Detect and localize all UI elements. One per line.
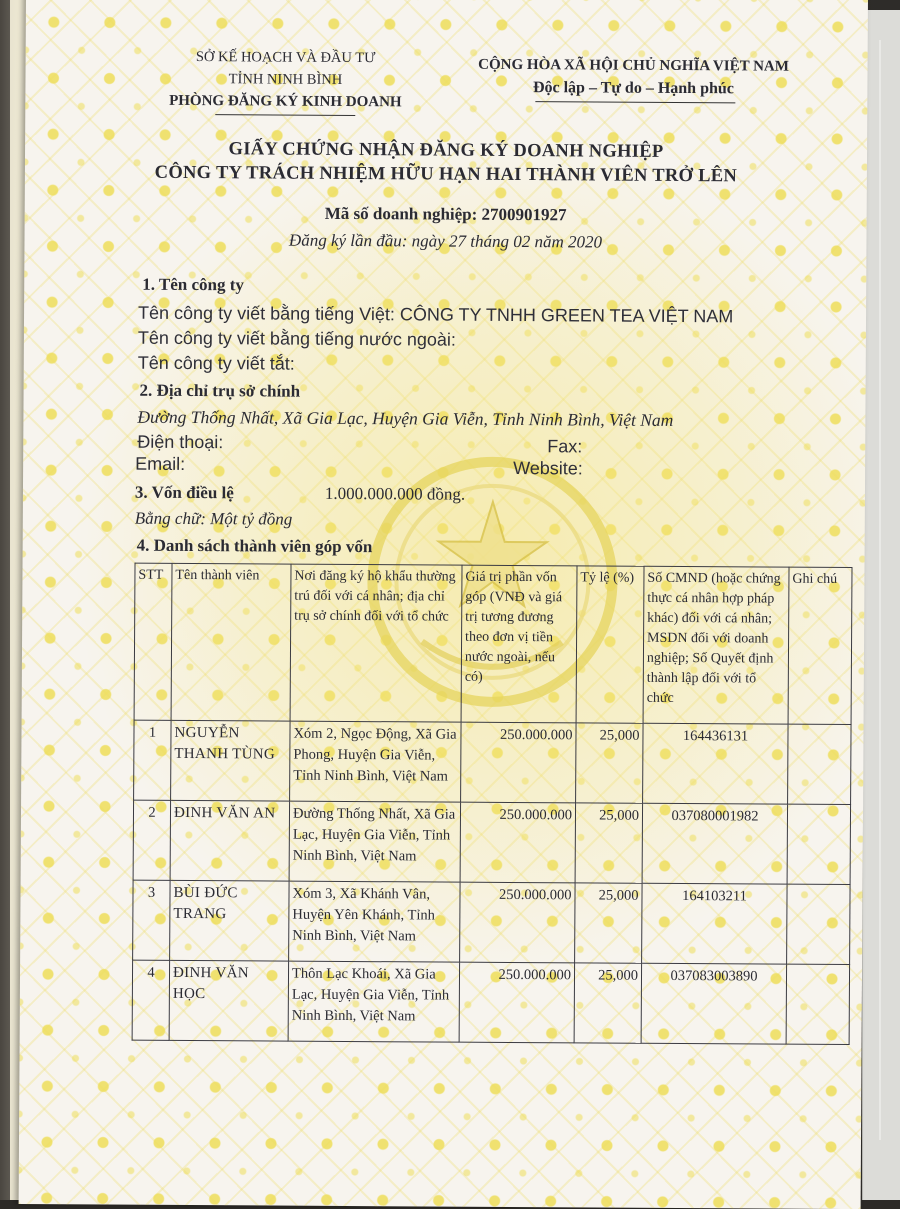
charter-capital-amount: 1.000.000.000 đồng. (324, 483, 466, 504)
col-header-note: Ghi chú (788, 567, 852, 724)
row-stt: 2 (133, 800, 170, 880)
section3-heading: 3. Vốn điều lệ (134, 482, 234, 503)
row-note (788, 724, 851, 804)
row-capital: 250.000.000 (460, 882, 575, 963)
company-name-foreign: Tên công ty viết bằng tiếng nước ngoài: (137, 327, 457, 350)
row-note (787, 804, 850, 884)
table-row (133, 880, 850, 964)
col-header-id: Số CMND (hoặc chứng thực cá nhân hợp pháp khác) đối với cá nhân; MSDN đối với doanh nghiệp; Số Quyết định thành lập đối với tổ chức (643, 566, 789, 724)
col-header-capital: Giá trị phần vốn góp (VNĐ và giá trị tương đương theo đơn vị tiền nước ngoài, nếu có) (461, 565, 577, 723)
phone-label: Điện thoại: (137, 431, 224, 453)
row-member-name: NGUYỄN THANH TÙNG (171, 720, 290, 801)
fax-label: Fax: (547, 436, 583, 457)
table-header-row (134, 563, 852, 724)
agency-line-2: TỈNH NINH BÌNH (228, 71, 343, 88)
table-row (133, 800, 850, 884)
agency-line-3: PHÒNG ĐĂNG KÝ KINH DOANH (169, 92, 402, 111)
section4-heading: 4. Danh sách thành viên góp vốn (136, 535, 373, 557)
row-ratio: 25,000 (575, 883, 642, 963)
row-stt: 4 (132, 960, 169, 1040)
agency-underline (215, 114, 355, 116)
row-stt: 1 (134, 720, 171, 800)
head-office-address: Đường Thống Nhất, Xã Gia Lạc, Huyện Gia Viễn, Tỉnh Ninh Bình, Việt Nam (137, 406, 674, 430)
col-header-stt: STT (134, 563, 172, 720)
row-id-number: 037083003890 (641, 963, 786, 1044)
row-capital: 250.000.000 (460, 802, 575, 883)
row-id-number: 164103211 (642, 883, 787, 964)
charter-capital-in-words: Bằng chữ: Một tỷ đồng (134, 508, 293, 529)
certificate-title: GIẤY CHỨNG NHẬN ĐĂNG KÝ DOANH NGHIỆP (228, 139, 664, 162)
row-member-name: ĐINH VĂN AN (170, 800, 289, 881)
row-id-number: 164436131 (643, 723, 788, 804)
country-name: CỘNG HÒA XÃ HỘI CHỦ NGHĨA VIỆT NAM (478, 56, 789, 75)
section1-heading: 1. Tên công ty (142, 274, 244, 295)
row-ratio: 25,000 (576, 723, 643, 803)
motto-underline (535, 101, 735, 103)
certificate-page (19, 0, 868, 1209)
section2-heading: 2. Địa chỉ trụ sở chính (139, 380, 301, 401)
row-address: Xóm 3, Xã Khánh Vân, Huyện Yên Khánh, Tỉnh Ninh Bình, Việt Nam (289, 881, 460, 962)
email-label: Email: (135, 453, 186, 474)
agency-line-1: SỞ KẾ HOẠCH VÀ ĐẦU TƯ (195, 49, 376, 67)
website-label: Website: (513, 457, 583, 479)
row-id-number: 037080001982 (642, 803, 787, 884)
company-type: CÔNG TY TRÁCH NHIỆM HỮU HẠN HAI THÀNH VIÊN TRỞ LÊN (154, 162, 738, 187)
row-member-name: BÙI ĐỨC TRANG (170, 880, 289, 961)
company-name-vn: Tên công ty viết bằng tiếng Việt: CÔNG TY TNHH GREEN TEA VIỆT NAM (137, 302, 734, 327)
first-registration-date: Đăng ký lần đầu: ngày 27 tháng 02 năm 2020 (288, 230, 603, 252)
col-header-ratio: Tỷ lệ (%) (576, 566, 644, 723)
row-address: Xóm 2, Ngọc Động, Xã Gia Phong, Huyện Gia Viễn, Tỉnh Ninh Bình, Việt Nam (290, 721, 461, 802)
col-header-address: Nơi đăng ký hộ khẩu thường trú đối với cá nhân; địa chỉ trụ sở chính đối với tổ chức (290, 564, 462, 722)
row-address: Thôn Lạc Khoái, Xã Gia Lạc, Huyện Gia Viễn, Tỉnh Ninh Bình, Việt Nam (288, 961, 459, 1042)
row-capital: 250.000.000 (461, 722, 576, 803)
row-note (787, 884, 850, 964)
members-table (132, 563, 853, 1045)
country-motto: Độc lập – Tự do – Hạnh phúc (532, 79, 734, 98)
company-name-short: Tên công ty viết tắt: (137, 352, 295, 374)
row-note (786, 964, 849, 1044)
row-member-name: ĐINH VĂN HỌC (169, 960, 288, 1041)
enterprise-code: Mã số doanh nghiệp: 2700901927 (324, 203, 567, 225)
table-row (134, 720, 851, 804)
row-capital: 250.000.000 (459, 962, 574, 1043)
row-stt: 3 (133, 880, 170, 960)
col-header-name: Tên thành viên (171, 563, 291, 721)
table-row (132, 960, 849, 1044)
underlying-sheet (862, 10, 900, 1200)
row-ratio: 25,000 (575, 803, 642, 883)
row-address: Đường Thống Nhất, Xã Gia Lạc, Huyện Gia Viễn, Tỉnh Ninh Bình, Việt Nam (289, 801, 460, 882)
row-ratio: 25,000 (574, 963, 641, 1043)
